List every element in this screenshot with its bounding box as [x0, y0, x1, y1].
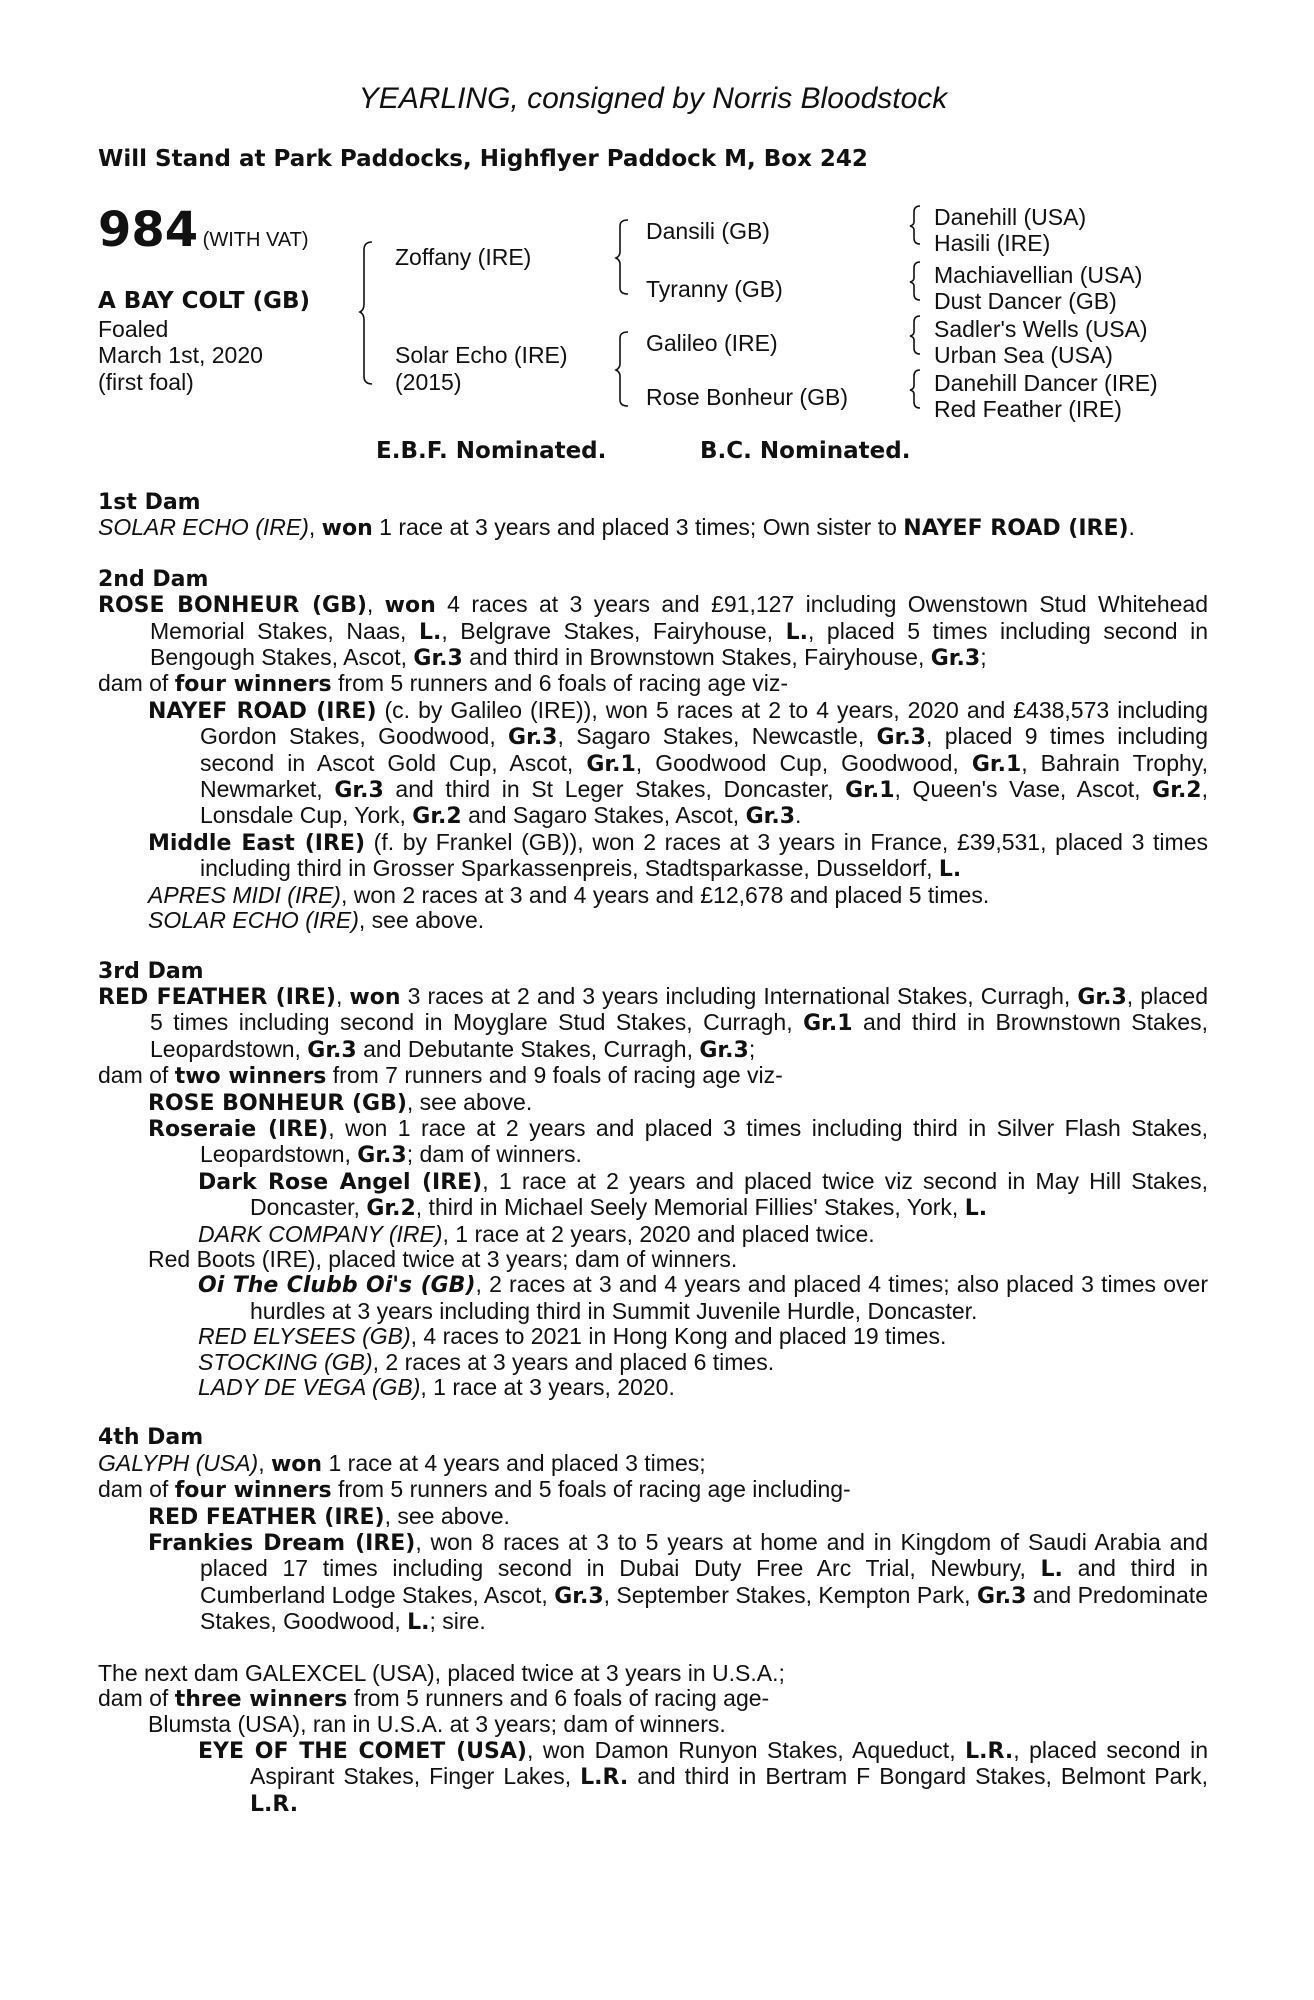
pedigree-dam-dam: Rose Bonheur (GB) [646, 384, 848, 410]
ebf-nominated: E.B.F. Nominated. [376, 438, 607, 464]
produce-frankies-dream: Frankies Dream (IRE), won 8 races at 3 to 5 years at home and in Kingdom of Saudi Arabia and placed 17 times including second in Dubai Duty Free Arc Trial, Newbury, L. and third in Cumberland Lodge Stakes, Ascot, Gr.3, September Stakes, Kempton Park, Gr.3 and Predominate Stakes, Goodwood, L.; sire. [148, 1529, 1208, 1636]
third-dam-produce-summary: dam of two winners from 7 runners and 9 foals of racing age viz- [98, 1062, 783, 1090]
pedigree-bracket-g4 [908, 368, 922, 412]
produce-red-boots: Red Boots (IRE), placed twice at 3 years; dam of winners. [148, 1245, 738, 1272]
first-dam-heading: 1st Dam [98, 490, 201, 515]
fourth-dam-heading: 4th Dam [98, 1425, 204, 1451]
produce-oi-the-clubb: Oi The Clubb Oi's (GB), 2 races at 3 and 4 years and placed 4 times; also placed 3 times over hurdles at 3 years including third in Summit Juvenile Hurdle, Doncaster. [198, 1271, 1208, 1324]
pedigree-bracket-sire [616, 218, 636, 298]
dam-pedigree-text [98, 490, 1208, 1817]
lot-number-line [98, 202, 309, 258]
produce-apres-midi: APRES MIDI (IRE), won 2 races at 3 and 4 years and £12,678 and placed 5 times. [148, 881, 990, 908]
pedigree-g5: Sadler's Wells (USA) [934, 316, 1148, 342]
third-dam-line: RED FEATHER (IRE), won 3 races at 2 and 3 years including International Stakes, Curragh, Gr.3, placed 5 times including second in Moyglare Stud Stakes, Curragh, Gr.1 and third in Brownstown Stakes, Leopardstown, Gr.3 and Debutante Stakes, Curragh, Gr.3; [98, 982, 1209, 1063]
next-dam-produce-summary: dam of three winners from 5 runners and 6 foals of racing age- [98, 1685, 770, 1713]
pedigree-bracket-g2 [908, 260, 922, 304]
bc-nominated: B.C. Nominated. [700, 438, 911, 464]
fourth-dam-produce-summary: dam of four winners from 5 runners and 5 foals of racing age including- [98, 1476, 851, 1504]
pedigree-g7: Danehill Dancer (IRE) [934, 370, 1158, 396]
pedigree-g3: Machiavellian (USA) [934, 262, 1143, 288]
produce-rose-bonheur: ROSE BONHEUR (GB), see above. [148, 1088, 533, 1116]
pedigree-g6: Urban Sea (USA) [934, 342, 1113, 368]
produce-lady-de-vega: LADY DE VEGA (GB), 1 race at 3 years, 2020. [198, 1374, 675, 1400]
next-dam-line: The next dam GALEXCEL (USA), placed twice at 3 years in U.S.A.; [98, 1659, 785, 1686]
produce-dark-company: DARK COMPANY (IRE), 1 race at 2 years, 2020 and placed twice. [198, 1220, 875, 1247]
pedigree-dam: Solar Echo (IRE) [395, 342, 568, 368]
stand-location: Will Stand at Park Paddocks, Highflyer Paddock M, Box 242 [98, 146, 868, 172]
pedigree-g1: Danehill (USA) [934, 204, 1087, 230]
second-dam-line: ROSE BONHEUR (GB), won 4 races at 3 years and £91,127 including Owenstown Stud Whitehead Memorial Stakes, Naas, L., Belgrave Stakes, Fairyhouse, L., placed 5 times including second in Bengough Stakes, Ascot, Gr.3 and third in Brownstown Stakes, Fairyhouse, Gr.3; [98, 591, 1208, 672]
pedigree-dam-year: (2015) [395, 369, 462, 395]
pedigree-sire-dam: Tyranny (GB) [646, 276, 783, 302]
pedigree-sire-sire: Dansili (GB) [646, 218, 770, 244]
produce-roseraie: Roseraie (IRE), won 1 race at 2 years and placed 3 times including third in Silver Flash Stakes, Leopardstown, Gr.3; dam of winners. [148, 1114, 1209, 1169]
produce-blumsta: Blumsta (USA), ran in U.S.A. at 3 years; dam of winners. [148, 1711, 726, 1738]
fourth-dam-line: GALYPH (USA), won 1 race at 4 years and placed 3 times; [98, 1449, 706, 1477]
produce-red-elysees: RED ELYSEES (GB), 4 races to 2021 in Hong Kong and placed 19 times. [198, 1323, 947, 1350]
second-dam-heading: 2nd Dam [98, 566, 209, 592]
produce-middle-east: Middle East (IRE) (f. by Frankel (GB)), won 2 races at 3 years in France, £39,531, placed 3 times including third in Grosser Sparkassenpreis, Stadtsparkasse, Dusseldorf, L. [148, 828, 1208, 883]
vat-note: (WITH VAT) [202, 229, 309, 251]
pedigree-bracket-main [360, 240, 380, 390]
foaled-label: Foaled [98, 316, 169, 342]
pedigree-g4: Dust Dancer (GB) [934, 288, 1117, 314]
produce-dark-rose-angel: Dark Rose Angel (IRE), 1 race at 2 years and placed twice viz second in May Hill Stakes, Doncaster, Gr.2, third in Michael Seely Memorial Fillies' Stakes, York, L. [198, 1167, 1208, 1222]
pedigree-g8: Red Feather (IRE) [934, 396, 1122, 422]
produce-stocking: STOCKING (GB), 2 races at 3 years and placed 6 times. [198, 1348, 775, 1375]
pedigree-sire: Zoffany (IRE) [395, 244, 532, 270]
pedigree-g2: Hasili (IRE) [934, 230, 1051, 256]
first-foal-note: (first foal) [98, 369, 194, 395]
second-dam-produce-summary: dam of four winners from 5 runners and 6 foals of racing age viz- [98, 670, 789, 698]
pedigree-bracket-g1 [908, 204, 922, 248]
produce-red-feather: RED FEATHER (IRE), see above. [148, 1502, 510, 1530]
first-dam-line: SOLAR ECHO (IRE), won 1 race at 3 years and placed 3 times; Own sister to NAYEF ROAD (IRE). [98, 514, 1135, 542]
produce-eye-of-the-comet: EYE OF THE COMET (USA), won Damon Runyon Stakes, Aqueduct, L.R., placed second in Aspirant Stakes, Finger Lakes, L.R. and third in Bertram F Bongard Stakes, Belmont Park, L.R. [198, 1736, 1209, 1817]
foaled-date: March 1st, 2020 [98, 342, 263, 368]
page-title: YEARLING, consigned by Norris Bloodstock [358, 82, 948, 115]
pedigree-bracket-dam [616, 330, 636, 410]
produce-nayef-road: NAYEF ROAD (IRE) (c. by Galileo (IRE)), won 5 races at 2 to 4 years, 2020 and £438,573 including Gordon Stakes, Goodwood, Gr.3, Sagaro Stakes, Newcastle, Gr.3, placed 9 times including second in Ascot Gold Cup, Ascot, Gr.1, Goodwood Cup, Goodwood, Gr.1, Bahrain Trophy, Newmarket, Gr.3 and third in St Leger Stakes, Doncaster, Gr.1, Queen's Vase, Ascot, Gr.2, Lonsdale Cup, York, Gr.2 and Sagaro Stakes, Ascot, Gr.3. [148, 696, 1208, 830]
lot-description: A BAY COLT (GB) [98, 288, 311, 314]
produce-solar-echo: SOLAR ECHO (IRE), see above. [148, 907, 485, 934]
third-dam-heading: 3rd Dam [98, 958, 204, 984]
pedigree-dam-sire: Galileo (IRE) [646, 330, 778, 356]
pedigree-bracket-g3 [908, 314, 922, 358]
lot-number: 984 [98, 202, 199, 258]
